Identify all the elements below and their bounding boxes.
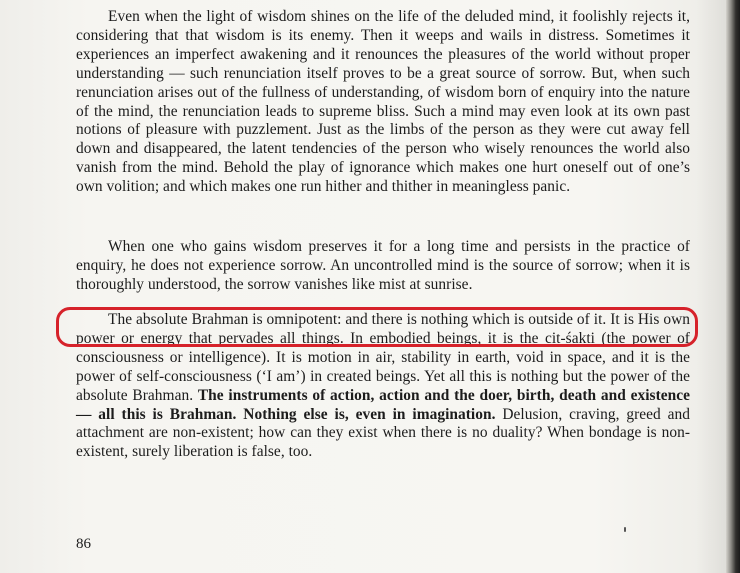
ink-speck [624, 527, 626, 532]
brahman-text-bold: The instruments of action, action and the doer, birth, death and existence — all this is Brahman. Nothing else is, even in imagination. [76, 386, 690, 423]
paragraph-wisdom-ignorance: Even when the light of wisdom shines on the life of the deluded mind, it foolishly rejects it, considering that that wisdom is its enemy. Then it weeps and wails in distress. Sometimes it experiences an imperfect awakening and it renounces the pleasures of the world without proper understanding — such renunciation itself proves to be a great source of sorrow. But, when such renunciation arises out of the fullness of understanding, of wisdom born of enquiry into the nature of the mind, the renunciation leads to supreme bliss. Such a mind may even look at its own past notions of pleasure with puzzlement. Just as the limbs of the person as they were cut away fell down and disappeared, the latent tendencies of the person who wisely renounces the world also vanish from the mind. Behold the play of ignorance which makes one hurt oneself out of one’s own volition; and which makes one run hither and thither in meaningless panic. [76, 8, 690, 196]
spine-shadow [696, 0, 726, 573]
page-number: 86 [76, 536, 91, 552]
red-highlight-annotation [56, 307, 698, 347]
brahman-text-conclusion: Delusion, craving, greed and attachment are non-existent; how can they exist when there is no duality? When bondage is non-existent, surely liberation is false, too. [76, 405, 690, 461]
paragraph-enquiry-sorrow: When one who gains wisdom preserves it for a long time and persists in the practice of enquiry, he does not experience sorrow. An uncontrolled mind is the source of sorrow; when it is thoroughly understood, the sorrow vanishes like mist at sunrise. [76, 238, 690, 293]
brahman-text-intro: The absolute Brahman is omnipotent: and there is nothing which is outside of it. It is His own power or energy that pervades all things. In embodied beings, it is the cit-śakti (the power of consciousness or intelligence). It is motion in air, stability in earth, void in space, and it is the power of self-consciousness (‘I am’) in created beings. Yet all this is nothing but the power of the absolute Brahman. [76, 311, 690, 404]
book-spine [726, 0, 740, 573]
